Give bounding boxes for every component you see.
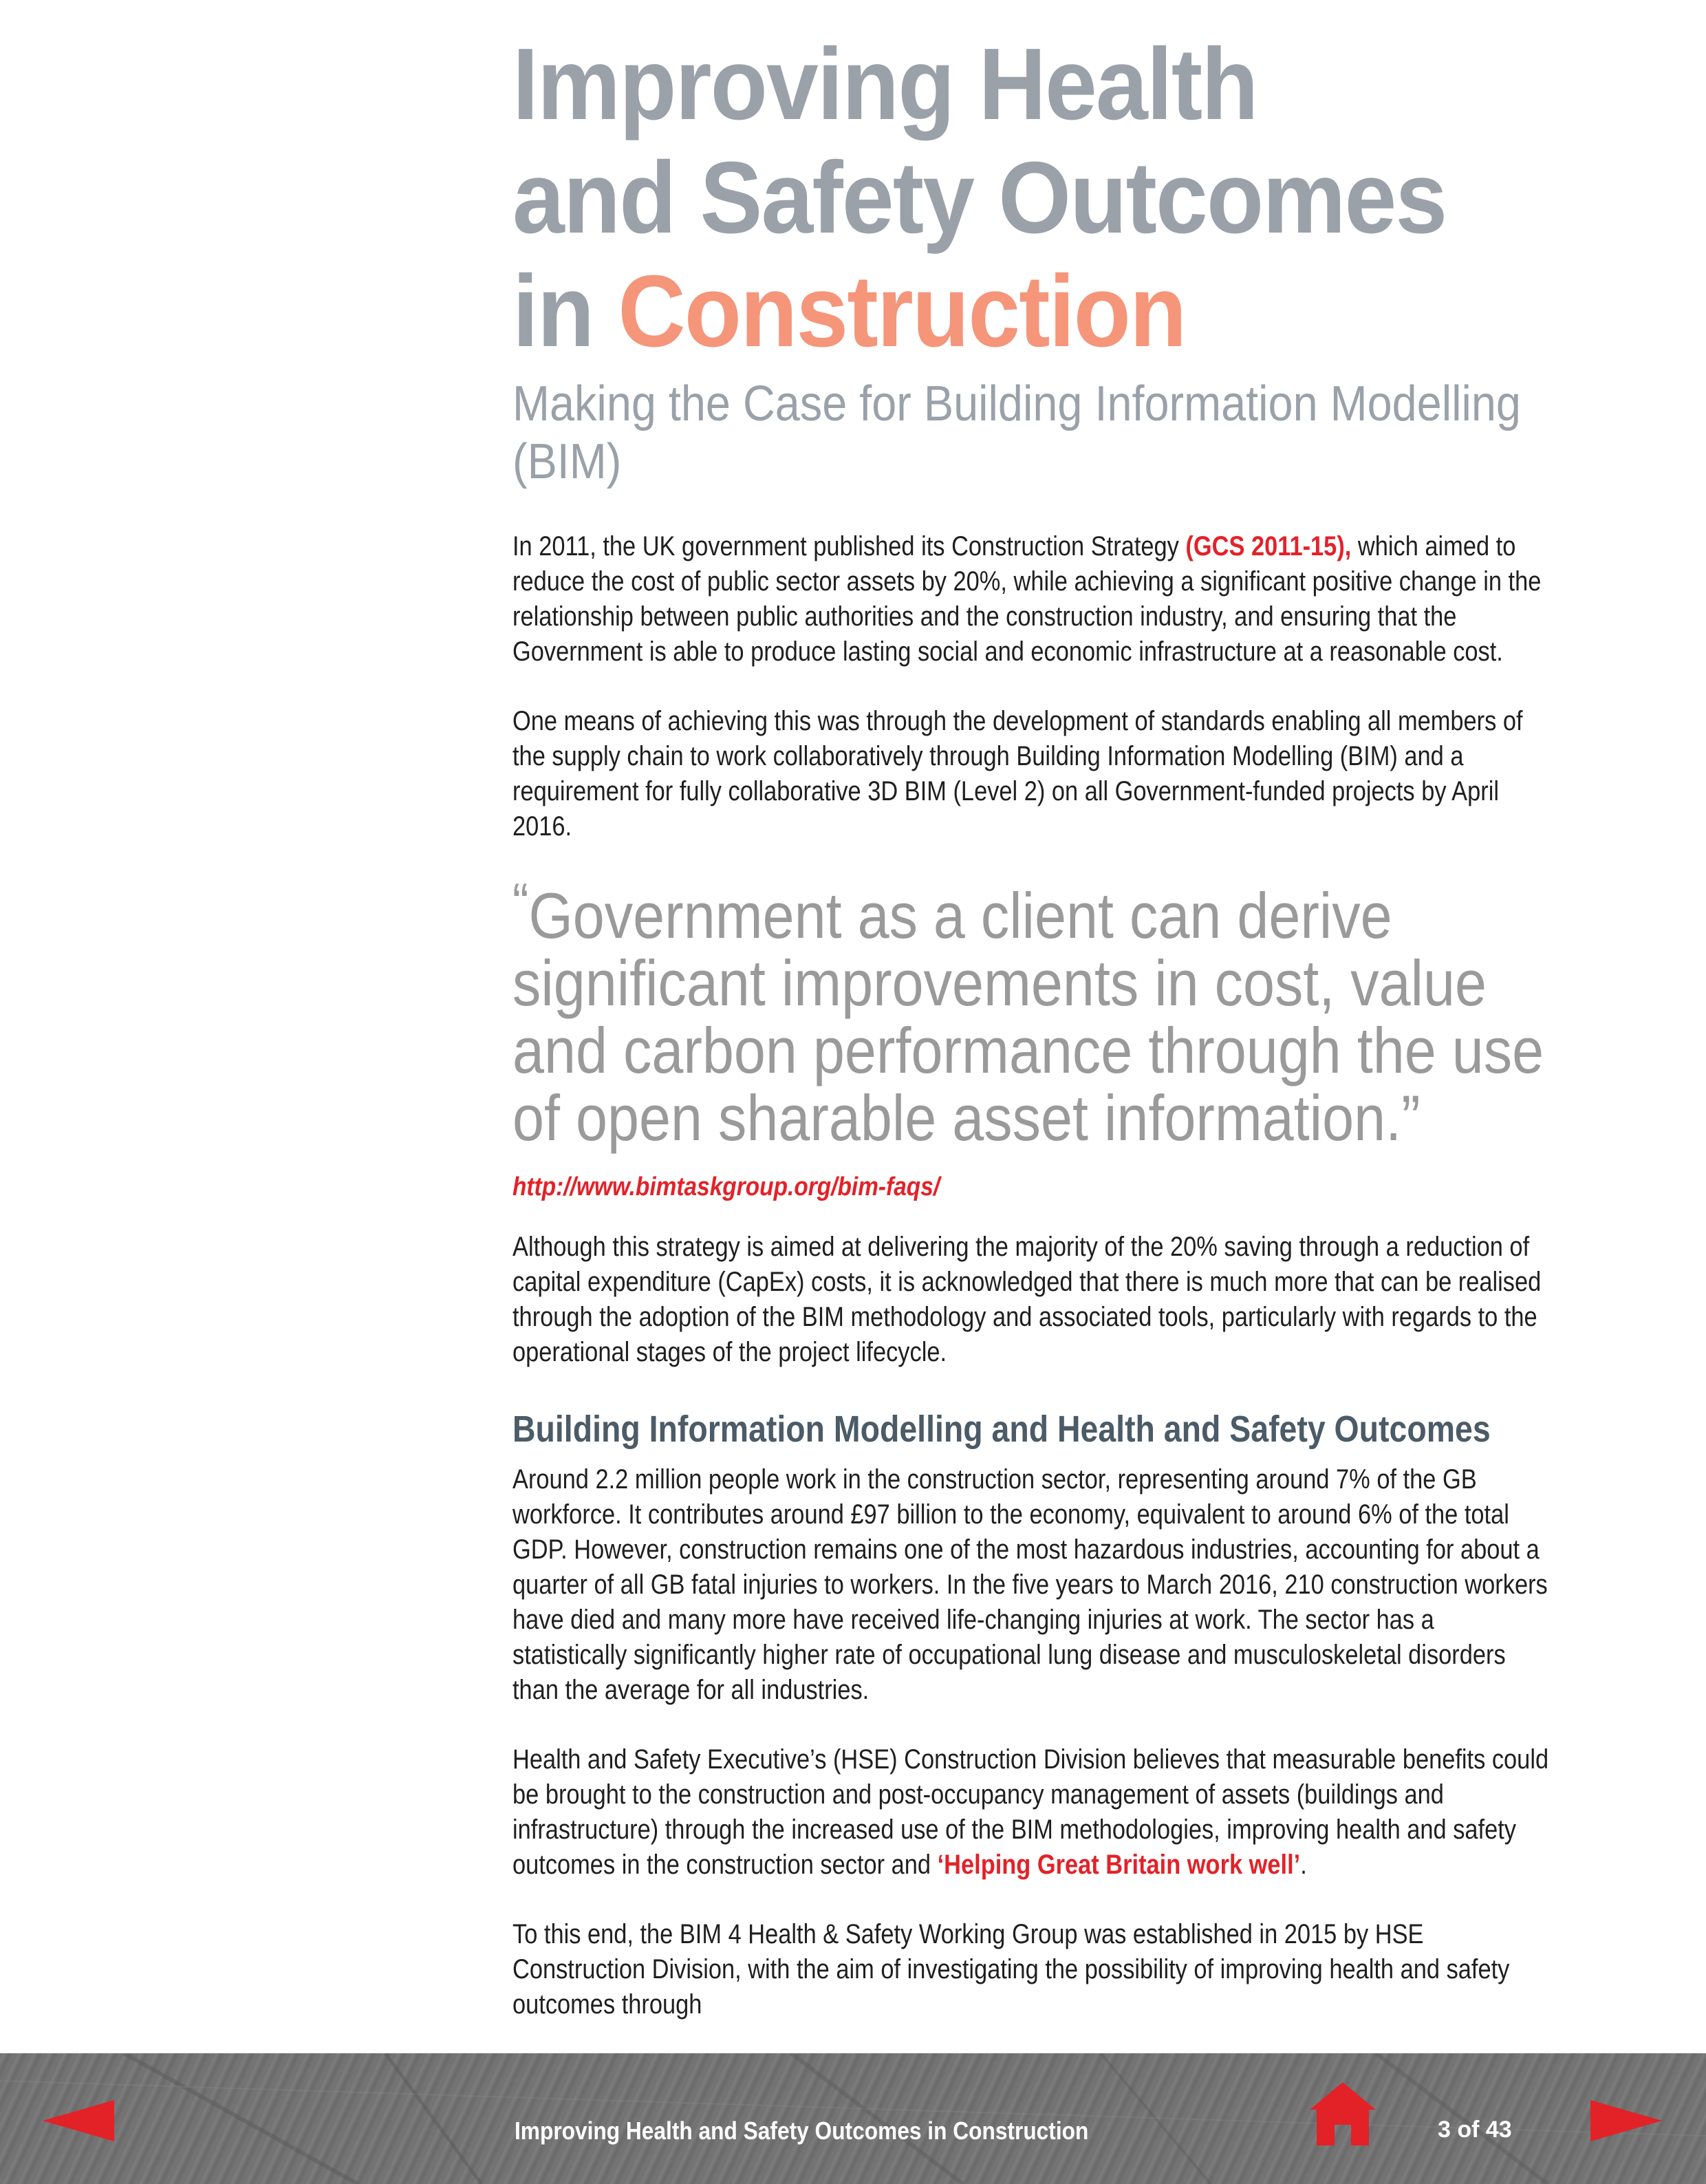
left-arrow-icon[interactable] [43, 2100, 114, 2141]
title-line-3 [512, 255, 1474, 368]
title-prefix: in [512, 255, 618, 368]
title-accent-word: Construction [618, 255, 1186, 368]
title-line-1: Improving Health [512, 28, 1257, 141]
page-subtitle: Making the Case for Building Information Modelling (BIM) [512, 376, 1521, 489]
page-content [512, 28, 1558, 2022]
footer-title: Improving Health and Safety Outcomes in Construction [515, 2117, 1089, 2145]
footer-bar [0, 2053, 1706, 2184]
page-indicator: 3 of 43 [1438, 2117, 1512, 2143]
pull-quote [512, 869, 1566, 1152]
bim-standards-paragraph: One means of achieving this was through the development of standards enabling all members of the supply chain to work collaboratively through Building Information Modelling (BIM) and a requirement for fully collaborative 3D BIM (Level 2) on all Government-funded projects by April 2016. [512, 706, 1523, 842]
home-icon[interactable] [1308, 2079, 1377, 2148]
quote-source-link[interactable]: http://www.bimtaskgroup.org/bim-faqs/ [512, 1173, 940, 1201]
working-group-paragraph: To this end, the BIM 4 Health & Safety Working Group was established in 2015 by HSE Construction Division, with the aim of investigating the possibility of improving health and safety outcomes through [512, 1919, 1510, 2020]
hse-text-end: . [1300, 1850, 1307, 1880]
title-line-2: and Safety Outcomes [512, 141, 1447, 255]
hse-text-start: Health and Safety Executive’s (HSE) Construction Division believes that measurable benefits could be brought to the construction and post-occupancy management of assets (buildings and infrastructure) through the increased use of the BIM methodologies, improving health and safety outcomes in the construction sector and [512, 1744, 1549, 1880]
page-title [512, 28, 1474, 368]
helping-gb-link[interactable]: ‘Helping Great Britain work well’ [937, 1850, 1301, 1880]
quote-open-mark: “ [512, 872, 529, 933]
hse-paragraph [512, 1742, 1554, 1883]
intro-paragraph [512, 529, 1554, 670]
section-heading: Building Information Modelling and Health and Safety Outcomes [512, 1409, 1491, 1450]
sector-stats-paragraph: Around 2.2 million people work in the construction sector, representing around 7% of the GB workforce. It contributes around £97 billion to the economy, equivalent to around 6% of the total GDP. However, construction remains one of the most hazardous industries, accounting for about a quarter of all GB fatal injuries to workers. In the five years to March 2016, 210 construction workers have died and many more have received life-changing injuries at work. The sector has a statistically significantly higher rate of occupational lung disease and musculoskeletal disorders than the average for all industries. [512, 1464, 1548, 1705]
quote-text: Government as a client can derive significant improvements in cost, value and carbon performance through the use of open sharable asset information.” [512, 879, 1544, 1154]
strategy-paragraph: Although this strategy is aimed at delivering the majority of the 20% saving through a reduction of capital expenditure (CapEx) costs, it is acknowledged that there is much more that can be realised through the adoption of the BIM methodology and associated tools, particularly with regards to the operational stages of the project lifecycle. [512, 1232, 1542, 1367]
gcs-link[interactable]: (GCS 2011-15), [1185, 531, 1352, 561]
intro-text-start: In 2011, the UK government published its Construction Strategy [512, 531, 1186, 561]
intro-text-end: which aimed to reduce the cost of public sector assets by 20%, while achieving a significant positive change in the relationship between public authorities and the construction industry, and ensuring that the Government is able to produce lasting social and economic infrastructure at a reasonable cost. [512, 531, 1542, 667]
right-arrow-icon[interactable] [1590, 2100, 1662, 2141]
